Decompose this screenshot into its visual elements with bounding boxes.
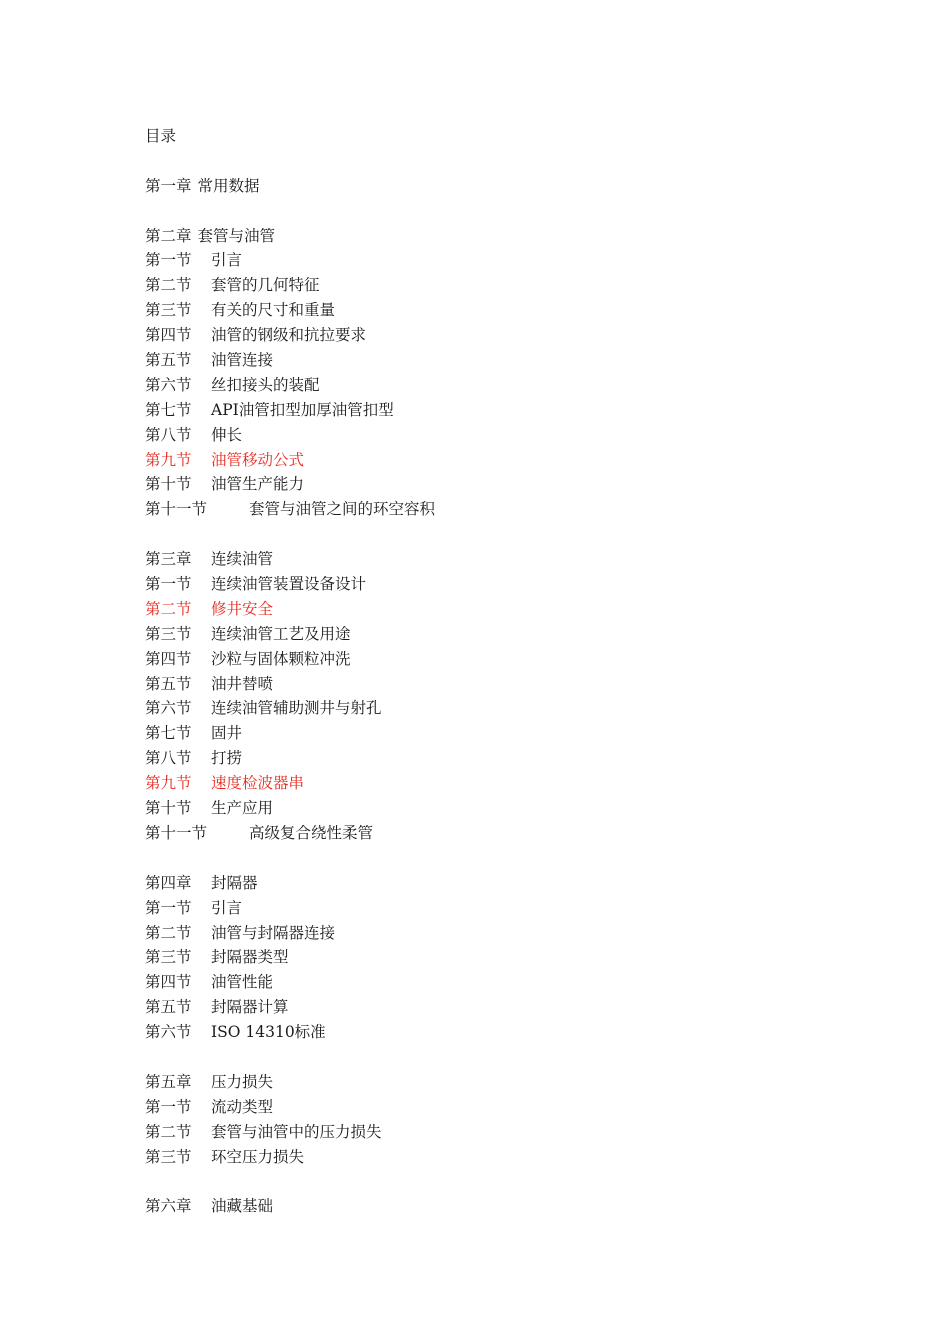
section-number: 第三节 xyxy=(145,1147,192,1166)
section-number: 第十节 xyxy=(145,799,192,818)
chapter-title: 连续油管 xyxy=(211,550,274,569)
section-number: 第五节 xyxy=(145,998,192,1017)
section-entry[interactable] xyxy=(145,448,845,473)
section-title: 连续油管装置设备设计 xyxy=(211,575,367,594)
chapter-number: 第二章 xyxy=(145,226,192,245)
section-number: 第三节 xyxy=(145,948,192,967)
section-title: 修井安全 xyxy=(211,599,274,618)
section-number: 第四节 xyxy=(145,649,192,668)
section-entry[interactable] xyxy=(145,497,845,522)
chapter-number: 第四章 xyxy=(145,873,192,892)
section-title: 固井 xyxy=(211,724,243,743)
section-title: 油管连接 xyxy=(211,351,274,370)
section-title: 丝扣接头的装配 xyxy=(211,375,320,394)
section-entry[interactable] xyxy=(145,696,845,721)
section-title: 连续油管工艺及用途 xyxy=(211,624,351,643)
section-entry[interactable] xyxy=(145,921,845,946)
chapter-title: 套管与油管 xyxy=(197,226,276,245)
spacer xyxy=(145,149,845,174)
section-title: 油管移动公式 xyxy=(211,450,305,469)
section-entry[interactable] xyxy=(145,398,845,423)
section-number: 第六节 xyxy=(145,1023,192,1042)
chapter-heading[interactable] xyxy=(145,224,845,249)
spacer xyxy=(145,846,845,871)
chapter-heading[interactable] xyxy=(145,871,845,896)
section-entry[interactable] xyxy=(145,472,845,497)
section-number: 第三节 xyxy=(145,301,192,320)
section-title: 油管的钢级和抗拉要求 xyxy=(211,326,367,345)
section-title: 套管与油管中的压力损失 xyxy=(211,1122,382,1141)
section-entry[interactable] xyxy=(145,1145,845,1170)
section-number: 第十节 xyxy=(145,475,192,494)
section-number: 第八节 xyxy=(145,425,192,444)
section-number: 第七节 xyxy=(145,724,192,743)
section-entry[interactable] xyxy=(145,1120,845,1145)
section-number: 第一节 xyxy=(145,251,192,270)
toc-body xyxy=(145,149,845,1219)
section-title: 套管与油管之间的环空容积 xyxy=(249,500,436,519)
section-number: 第三节 xyxy=(145,624,192,643)
section-number: 第十一节 xyxy=(145,823,208,842)
section-title: 生产应用 xyxy=(211,799,274,818)
section-number: 第九节 xyxy=(145,450,192,469)
section-title: 速度检波器串 xyxy=(211,774,305,793)
chapter-number: 第三章 xyxy=(145,550,192,569)
section-number: 第一节 xyxy=(145,898,192,917)
section-number: 第十一节 xyxy=(145,500,208,519)
section-number: 第五节 xyxy=(145,674,192,693)
section-title: 环空压力损失 xyxy=(211,1147,305,1166)
section-entry[interactable] xyxy=(145,672,845,697)
chapter-number: 第六章 xyxy=(145,1197,192,1216)
spacer xyxy=(145,522,845,547)
chapter-title: 常用数据 xyxy=(197,176,260,195)
section-entry[interactable] xyxy=(145,970,845,995)
section-entry[interactable] xyxy=(145,995,845,1020)
chapter-heading[interactable] xyxy=(145,1070,845,1095)
section-number: 第二节 xyxy=(145,923,192,942)
section-entry[interactable] xyxy=(145,1020,845,1045)
chapter-title: 封隔器 xyxy=(211,873,258,892)
section-entry[interactable] xyxy=(145,348,845,373)
section-entry[interactable] xyxy=(145,273,845,298)
spacer xyxy=(145,1169,845,1194)
section-entry[interactable] xyxy=(145,423,845,448)
section-number: 第一节 xyxy=(145,575,192,594)
section-title: 油井替喷 xyxy=(211,674,274,693)
section-title: 流动类型 xyxy=(211,1097,274,1116)
section-title: 沙粒与固体颗粒冲洗 xyxy=(211,649,351,668)
section-entry[interactable] xyxy=(145,622,845,647)
section-entry[interactable] xyxy=(145,248,845,273)
section-entry[interactable] xyxy=(145,796,845,821)
section-title: 打捞 xyxy=(211,749,243,768)
section-entry[interactable] xyxy=(145,896,845,921)
section-number: 第四节 xyxy=(145,326,192,345)
section-number: 第二节 xyxy=(145,276,192,295)
chapter-heading[interactable] xyxy=(145,1194,845,1219)
section-title: 油管生产能力 xyxy=(211,475,305,494)
section-number: 第二节 xyxy=(145,599,192,618)
chapter-number: 第五章 xyxy=(145,1072,192,1091)
section-number: 第九节 xyxy=(145,774,192,793)
spacer xyxy=(145,1045,845,1070)
section-title: 高级复合绕性柔管 xyxy=(249,823,374,842)
chapter-title: 油藏基础 xyxy=(211,1197,274,1216)
section-entry[interactable] xyxy=(145,597,845,622)
section-title: 油管与封隔器连接 xyxy=(211,923,336,942)
toc-title: 目录 xyxy=(145,127,177,145)
section-title: 油管性能 xyxy=(211,973,274,992)
section-number: 第五节 xyxy=(145,351,192,370)
section-entry[interactable] xyxy=(145,771,845,796)
section-number: 第六节 xyxy=(145,699,192,718)
section-number: 第七节 xyxy=(145,400,192,419)
section-number: 第六节 xyxy=(145,375,192,394)
section-number: 第二节 xyxy=(145,1122,192,1141)
section-title: 引言 xyxy=(211,898,243,917)
section-entry[interactable] xyxy=(145,721,845,746)
section-entry[interactable] xyxy=(145,945,845,970)
section-entry[interactable] xyxy=(145,746,845,771)
section-title: ISO 14310标准 xyxy=(211,1023,326,1042)
section-title: 伸长 xyxy=(211,425,243,444)
section-title: 有关的尺寸和重量 xyxy=(211,301,336,320)
section-title: 引言 xyxy=(211,251,243,270)
chapter-heading[interactable] xyxy=(145,547,845,572)
section-title: 连续油管辅助测井与射孔 xyxy=(211,699,382,718)
section-title: 封隔器计算 xyxy=(211,998,289,1017)
chapter-number: 第一章 xyxy=(145,176,192,195)
section-title: 套管的几何特征 xyxy=(211,276,320,295)
section-title: 封隔器类型 xyxy=(211,948,289,967)
section-entry[interactable] xyxy=(145,572,845,597)
chapter-heading[interactable] xyxy=(145,174,845,199)
section-entry[interactable] xyxy=(145,373,845,398)
section-entry[interactable] xyxy=(145,1095,845,1120)
spacer xyxy=(145,199,845,224)
section-entry[interactable] xyxy=(145,821,845,846)
section-entry[interactable] xyxy=(145,298,845,323)
section-number: 第四节 xyxy=(145,973,192,992)
section-entry[interactable] xyxy=(145,323,845,348)
section-number: 第八节 xyxy=(145,749,192,768)
section-number: 第一节 xyxy=(145,1097,192,1116)
table-of-contents xyxy=(145,124,845,1219)
section-entry[interactable] xyxy=(145,647,845,672)
section-title: API油管扣型加厚油管扣型 xyxy=(211,400,394,419)
chapter-title: 压力损失 xyxy=(211,1072,274,1091)
